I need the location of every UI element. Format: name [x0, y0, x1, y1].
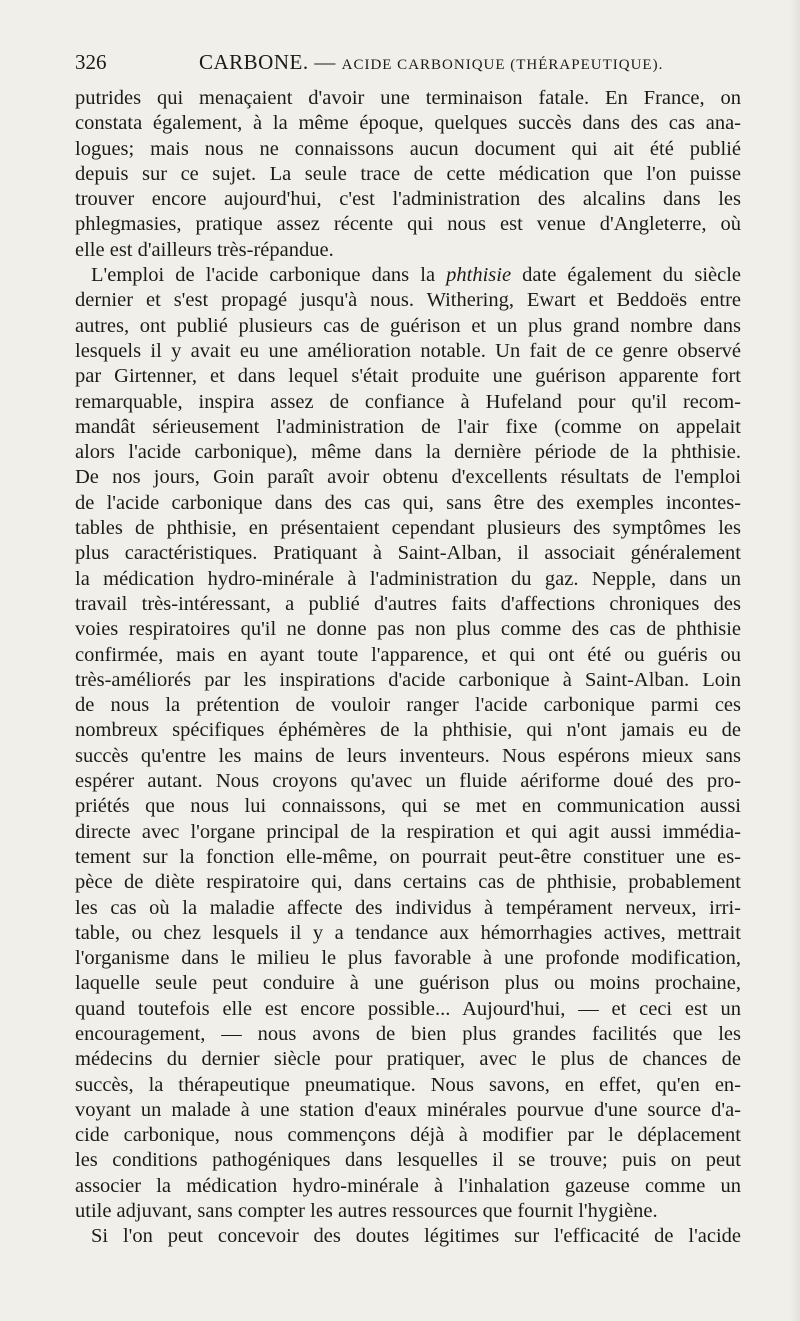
page-edge-shadow	[790, 0, 800, 1321]
text-line: les cas où la maladie affecte des individus à tempérament nerveux, irri-	[75, 896, 741, 919]
running-title-subtitle: ACIDE CARBONIQUE (THÉRAPEUTIQUE).	[341, 57, 664, 73]
text-line: cide carbonique, nous commençons déjà à modifier par le déplacement	[75, 1124, 741, 1147]
paragraph-start-line	[75, 263, 741, 288]
text-line: pèce de diète respiratoire qui, dans certains cas de phthisie, probablement	[75, 871, 741, 894]
text-line: dernier et s'est propagé jusqu'à nous. Withering, Ewart et Beddoës entre	[75, 289, 741, 312]
text-line: voies respiratoires qu'il ne donne pas non plus comme des cas de phthisie	[75, 618, 741, 641]
paragraph-start-line: Si l'on peut concevoir des doutes légitimes sur l'efficacité de l'acide	[91, 1225, 741, 1248]
text-line: priétés que nous lui connaissons, qui se met en communication aussi	[75, 795, 741, 818]
text-line: lesquels il y avait eu une amélioration notable. Un fait de ce genre observé	[75, 339, 741, 362]
text-line: de nous la prétention de vouloir ranger l'acide carbonique parmi ces	[75, 694, 741, 717]
running-title	[199, 46, 663, 81]
text-line: plus caractéristiques. Pratiquant à Saint-Alban, il associait généralement	[75, 542, 741, 565]
text-line: quand toutefois elle est encore possible... Aujourd'hui, — et ceci est un	[75, 997, 741, 1020]
text-line: espérer autant. Nous croyons qu'avec un fluide aériforme doué des pro-	[75, 770, 741, 793]
text-line: laquelle seule peut conduire à une guérison plus ou moins prochaine,	[75, 972, 741, 995]
text-line: logues; mais nous ne connaissons aucun document qui ait été publié	[75, 137, 741, 160]
text-line: tables de phthisie, en présentaient cependant plusieurs des symptômes les	[75, 517, 741, 540]
text-line: table, ou chez lesquels il y a tendance aux hémorrhagies actives, mettrait	[75, 921, 741, 944]
text-line: l'organisme dans le milieu le plus favorable à une profonde modification,	[75, 947, 741, 970]
paragraph-end-line: utile adjuvant, sans compter les autres ressources que fournit l'hygiène.	[75, 1200, 658, 1223]
text-line: phlegmasies, pratique assez récente qui nous est venue d'Angleterre, où	[75, 213, 741, 236]
page-number: 326	[75, 50, 107, 74]
text-line: travail très-intéressant, a publié d'autres faits d'affections chroniques des	[75, 592, 741, 615]
text-line: la médication hydro-minérale à l'administration du gaz. Nepple, dans un	[75, 567, 741, 590]
text-line: trouver encore aujourd'hui, c'est l'administration des alcalins dans les	[75, 188, 741, 211]
text-line: médecins du dernier siècle pour pratiquer, avec le plus de chances de	[75, 1048, 741, 1071]
text-line: encouragement, — nous avons de bien plus grandes facilités que les	[75, 1022, 741, 1045]
text-line: putrides qui menaçaient d'avoir une terminaison fatale. En France, on	[75, 87, 741, 109]
text-line: remarquable, inspira assez de confiance à Hufeland pour qu'il recom-	[75, 390, 741, 413]
text-line: alors l'acide carbonique), même dans la dernière période de la phthisie.	[75, 441, 741, 464]
text-line: tement sur la fonction elle-même, on pourrait peut-être constituer une es-	[75, 845, 741, 868]
paragraph-end-line: elle est d'ailleurs très-répandue.	[75, 238, 334, 261]
text-line: par Girtenner, et dans lequel s'était produite une guérison apparente fort	[75, 365, 741, 388]
text-line: depuis sur ce sujet. La seule trace de cette médication que l'on puisse	[75, 162, 741, 185]
text-line: constata également, à la même époque, quelques succès dans des cas ana-	[75, 112, 741, 135]
line-segment: L'emploi de l'acide carbonique dans la	[91, 264, 447, 287]
text-line: nombreux spécifiques éphémères de la phthisie, qui n'ont jamais eu de	[75, 719, 741, 742]
text-line: directe avec l'organe principal de la respiration et qui agit aussi immédia-	[75, 820, 741, 843]
text-line: associer la médication hydro-minérale à l'inhalation gazeuse comme un	[75, 1174, 741, 1197]
running-header	[75, 46, 747, 78]
italic-term: phthisie	[446, 264, 512, 287]
body-text	[75, 86, 741, 1250]
text-line: confirmée, mais en ayant toute l'apparence, et qui ont été ou guéris ou	[75, 643, 741, 666]
text-line: voyant un malade à une station d'eaux minérales pourvue d'une source d'a-	[75, 1098, 741, 1121]
text-line: succès qu'entre les mains de leurs inventeurs. Nous espérons mieux sans	[75, 744, 741, 767]
text-line: très-améliorés par les inspirations d'acide carbonique à Saint-Alban. Loin	[75, 668, 741, 691]
text-line: succès, la thérapeutique pneumatique. Nous savons, en effet, qu'en en-	[75, 1073, 741, 1096]
text-line: les conditions pathogéniques dans lesquelles il se trouve; puis on peut	[75, 1149, 741, 1172]
text-line: autres, ont publié plusieurs cas de guérison et un plus grand nombre dans	[75, 314, 741, 337]
text-line: mandât sérieusement l'administration de l'air fixe (comme on appelait	[75, 415, 741, 438]
text-line: De nos jours, Goin paraît avoir obtenu d'excellents résultats de l'emploi	[75, 466, 741, 489]
text-line: de l'acide carbonique dans des cas qui, sans être des exemples incontes-	[75, 491, 741, 514]
running-title-main: CARBONE. —	[199, 50, 336, 74]
line-segment: date également du siècle	[511, 264, 741, 287]
